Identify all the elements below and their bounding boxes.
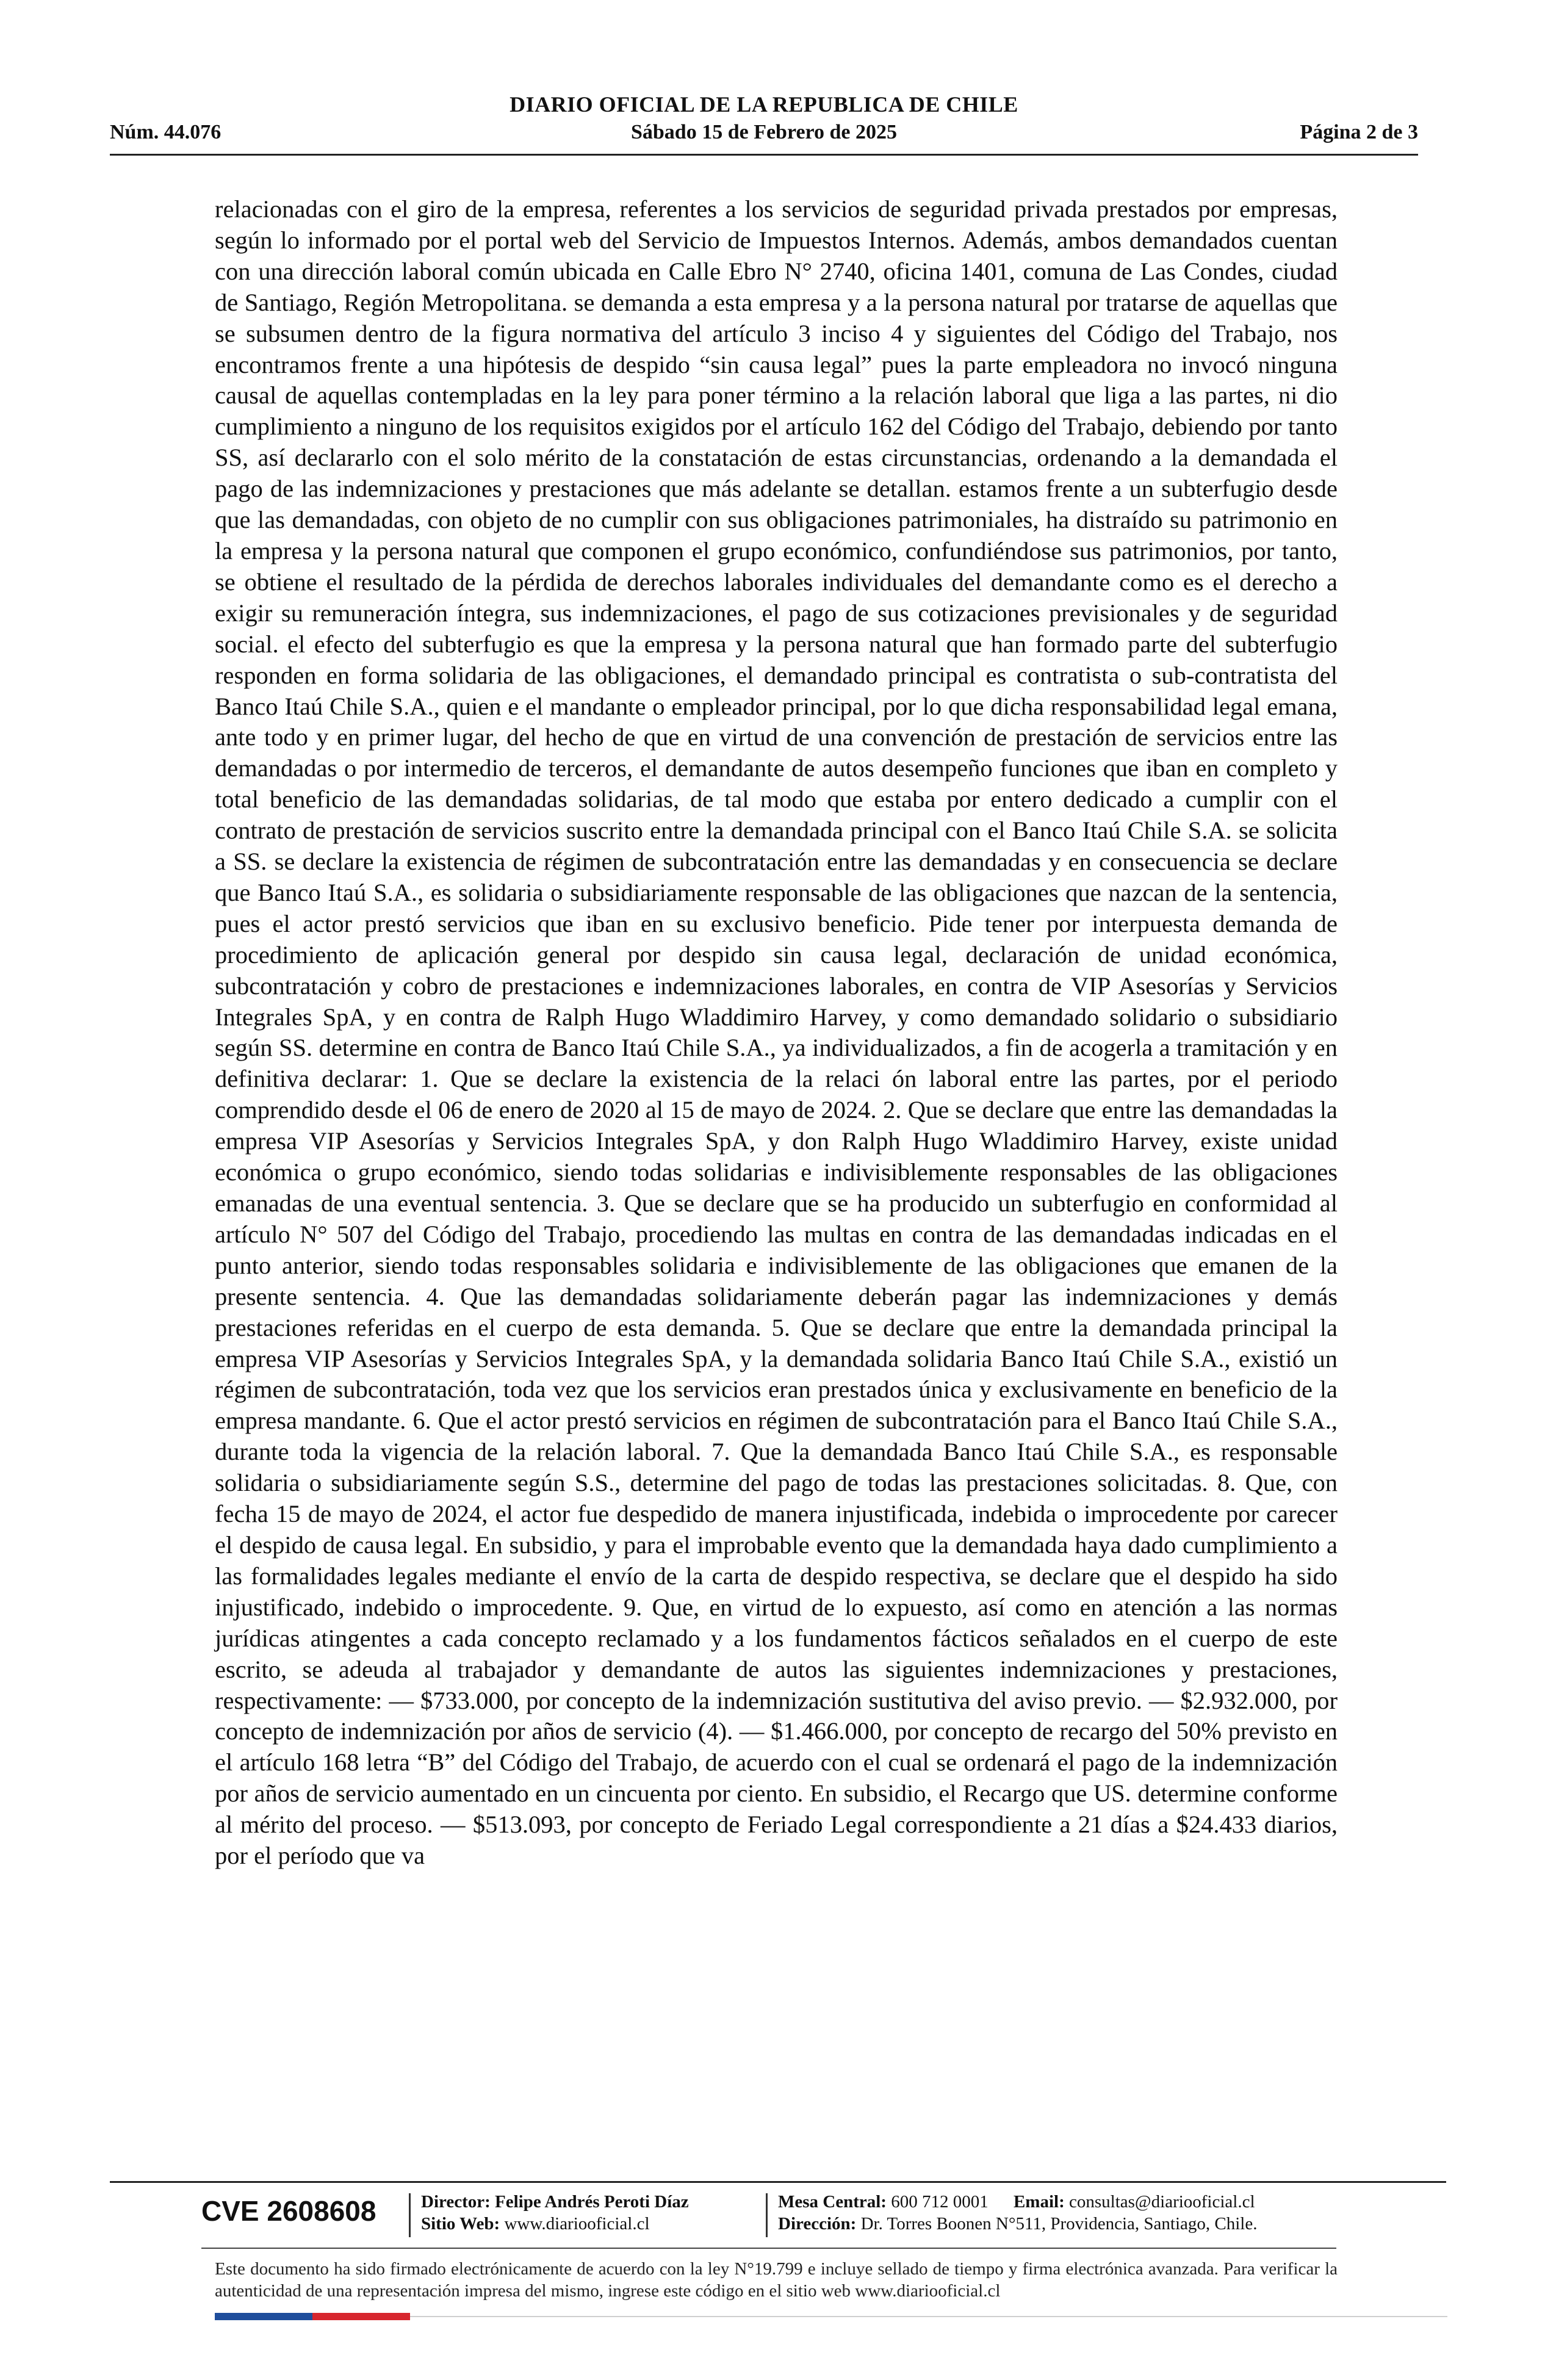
publication-title: DIARIO OFICIAL DE LA REPUBLICA DE CHILE xyxy=(510,92,1018,117)
website-link[interactable]: www.diariooficial.cl xyxy=(504,2214,650,2234)
page-header xyxy=(110,92,1418,153)
email-link[interactable]: consultas@diariooficial.cl xyxy=(1069,2192,1255,2212)
footer-note-divider xyxy=(201,2248,1336,2249)
footer-separator xyxy=(409,2193,411,2237)
issue-date: Sábado 15 de Febrero de 2025 xyxy=(630,121,898,143)
chile-flag-stripe xyxy=(215,2313,410,2320)
header-meta-row xyxy=(110,121,1418,149)
bottom-rule xyxy=(410,2316,1447,2317)
footer-contact-block xyxy=(778,2191,1257,2235)
website-label: Sitio Web: xyxy=(421,2214,500,2234)
mesa-phone: 600 712 0001 xyxy=(891,2192,989,2212)
footer-director-block xyxy=(421,2191,689,2235)
page-indicator: Página 2 de 3 xyxy=(1300,121,1418,143)
signature-note: Este documento ha sido firmado electrónicamente de acuerdo con la ley N°19.799 e incluye sellado de tiempo y firma electrónica avanzada. Para verificar la autenticidad de una representación impresa del mismo, ingrese este código en el sitio web www.diariooficial.cl xyxy=(215,2259,1338,2301)
document-body xyxy=(215,194,1338,1872)
address-line xyxy=(778,2213,1257,2235)
contact-line xyxy=(778,2191,1257,2213)
page-footer xyxy=(201,2191,1361,2240)
address-label: Dirección: xyxy=(778,2214,857,2234)
issue-number: Núm. 44.076 xyxy=(110,121,222,143)
flag-red-stripe xyxy=(312,2313,410,2320)
footer-divider xyxy=(110,2181,1446,2183)
flag-blue-stripe xyxy=(215,2313,312,2320)
director-name: Felipe Andrés Peroti Díaz xyxy=(495,2192,689,2212)
body-paragraph: relacionadas con el giro de la empresa, referentes a los servicios de seguridad privada prestados por empresas, según lo informado por el portal web del Servicio de Impuestos Internos. Además, ambos demandados cuentan con una dirección laboral común ubicada en Calle Ebro N° 2740, oficina 1401, comuna de Las Condes, ciudad de Santiago, Región Metropolitana. se demanda a esta empresa y a la persona natural por tratarse de aquellas que se subsumen dentro de la figura normativa del artículo 3 inciso 4 y siguientes del Código del Trabajo, nos encontramos frente a una hipótesis de despido “sin causa legal” pues la parte empleadora no invocó ninguna causal de aquellas contempladas en la ley para poner término a la relación laboral que liga a las partes, ni dio cumplimiento a ninguno de los requisitos exigidos por el artículo 162 del Código del Trabajo, debiendo por tanto SS, así declararlo con el solo mérito de la constatación de estas circunstancias, ordenando a la demandada el pago de las indemnizaciones y prestaciones que más adelante se detallan. estamos frente a un subterfugio desde que las demandadas, con objeto de no cumplir con sus obligaciones patrimoniales, ha distraído su patrimonio en la empresa y la persona natural que componen el grupo económico, confundiéndose sus patrimonios, por tanto, se obtiene el resultado de la pérdida de derechos laborales individuales del demandante como es el derecho a exigir su remuneración íntegra, sus indemnizaciones, el pago de sus cotizaciones previsionales y de seguridad social. el efecto del subterfugio es que la empresa y la persona natural que han formado parte del subterfugio responden en forma solidaria de las obligaciones, el demandado principal es contratista o sub-contratista del Banco Itaú Chile S.A., quien e el mandante o empleador principal, por lo que dicha responsabilidad legal emana, ante todo y en primer lugar, del hecho de que en virtud de una convención de prestación de servicios entre las demandadas o por intermedio de terceros, el demandante de autos desempeño funciones que iban en completo y total beneficio de las demandadas solidarias, de tal modo que estaba por entero dedicado a cumplir con el contrato de prestación de servicios suscrito entre la demandada principal con el Banco Itaú Chile S.A. se solicita a SS. se declare la existencia de régimen de subcontratación entre las demandadas y en consecuencia se declare que Banco Itaú S.A., es solidaria o subsidiariamente responsable de las obligaciones que nazcan de la sentencia, pues el actor prestó servicios que iban en su exclusivo beneficio. Pide tener por interpuesta demanda de procedimiento de aplicación general por despido sin causa legal, declaración de unidad económica, subcontratación y cobro de prestaciones e indemnizaciones laborales, en contra de VIP Asesorías y Servicios Integrales SpA, y en contra de Ralph Hugo Wladdimiro Harvey, y como demandado solidario o subsidiario según SS. determine en contra de Banco Itaú Chile S.A., ya individualizados, a fin de acogerla a tramitación y en definitiva declarar: 1. Que se declare la existencia de la relaci ón laboral entre las partes, por el periodo comprendido desde el 06 de enero de 2020 al 15 de mayo de 2024. 2. Que se declare que entre las demandadas la empresa VIP Asesorías y Servicios Integrales SpA, y don Ralph Hugo Wladdimiro Harvey, existe unidad económica o grupo económico, siendo todas solidarias e indivisiblemente responsables de las obligaciones emanadas de una eventual sentencia. 3. Que se declare que se ha producido un subterfugio en conformidad al artículo N° 507 del Código del Trabajo, procediendo las multas en contra de las demandadas indicadas en el punto anterior, siendo todas responsables solidaria e indivisiblemente de las obligaciones que emanen de la presente sentencia. 4. Que las demandadas solidariamente deberán pagar las indemnizaciones y demás prestaciones referidas en el cuerpo de esta demanda. 5. Que se declare que entre la demandada principal la empresa VIP Asesorías y Servicios Integrales SpA, y la demandada solidaria Banco Itaú Chile S.A., existió un régimen de subcontratación, toda vez que los servicios eran prestados única y exclusivamente en beneficio de la empresa mandante. 6. Que el actor prestó servicios en régimen de subcontratación para el Banco Itaú Chile S.A., durante toda la vigencia de la relación laboral. 7. Que la demandada Banco Itaú Chile S.A., es responsable solidaria o subsidiariamente según S.S., determine del pago de todas las prestaciones solicitadas. 8. Que, con fecha 15 de mayo de 2024, el actor fue despedido de manera injustificada, indebida o improcedente por carecer el despido de causa legal. En subsidio, y para el improbable evento que la demandada haya dado cumplimiento a las formalidades legales mediante el envío de la carta de despido respectiva, se declare que el despido ha sido injustificado, indebido o improcedente. 9. Que, en virtud de lo expuesto, así como en atención a las normas jurídicas atingentes a cada concepto reclamado y a los fundamentos fácticos señalados en el cuerpo de este escrito, se adeuda al trabajador y demandante de autos las siguientes indemnizaciones y prestaciones, respectivamente: — $733.000, por concepto de la indemnización sustitutiva del aviso previo. — $2.932.000, por concepto de indemnización por años de servicio (4). — $1.466.000, por concepto de recargo del 50% previsto en el artículo 168 letra “B” del Código del Trabajo, de acuerdo con el cual se ordenará el pago de la indemnización por años de servicio aumentado en un cincuenta por ciento. En subsidio, el Recargo que US. determine conforme al mérito del proceso. — $513.093, por concepto de Feriado Legal correspondiente a 21 días a $24.433 diarios, por el período que va xyxy=(215,195,1338,1870)
email-label: Email: xyxy=(1013,2192,1065,2212)
director-line xyxy=(421,2191,689,2213)
cve-code: CVE 2608608 xyxy=(201,2195,376,2227)
director-label: Director: xyxy=(421,2192,491,2212)
footer-separator xyxy=(766,2193,768,2237)
header-divider xyxy=(110,154,1418,156)
mesa-label: Mesa Central: xyxy=(778,2192,887,2212)
website-line xyxy=(421,2213,689,2235)
address-text: Dr. Torres Boonen N°511, Providencia, Santiago, Chile. xyxy=(860,2214,1258,2234)
